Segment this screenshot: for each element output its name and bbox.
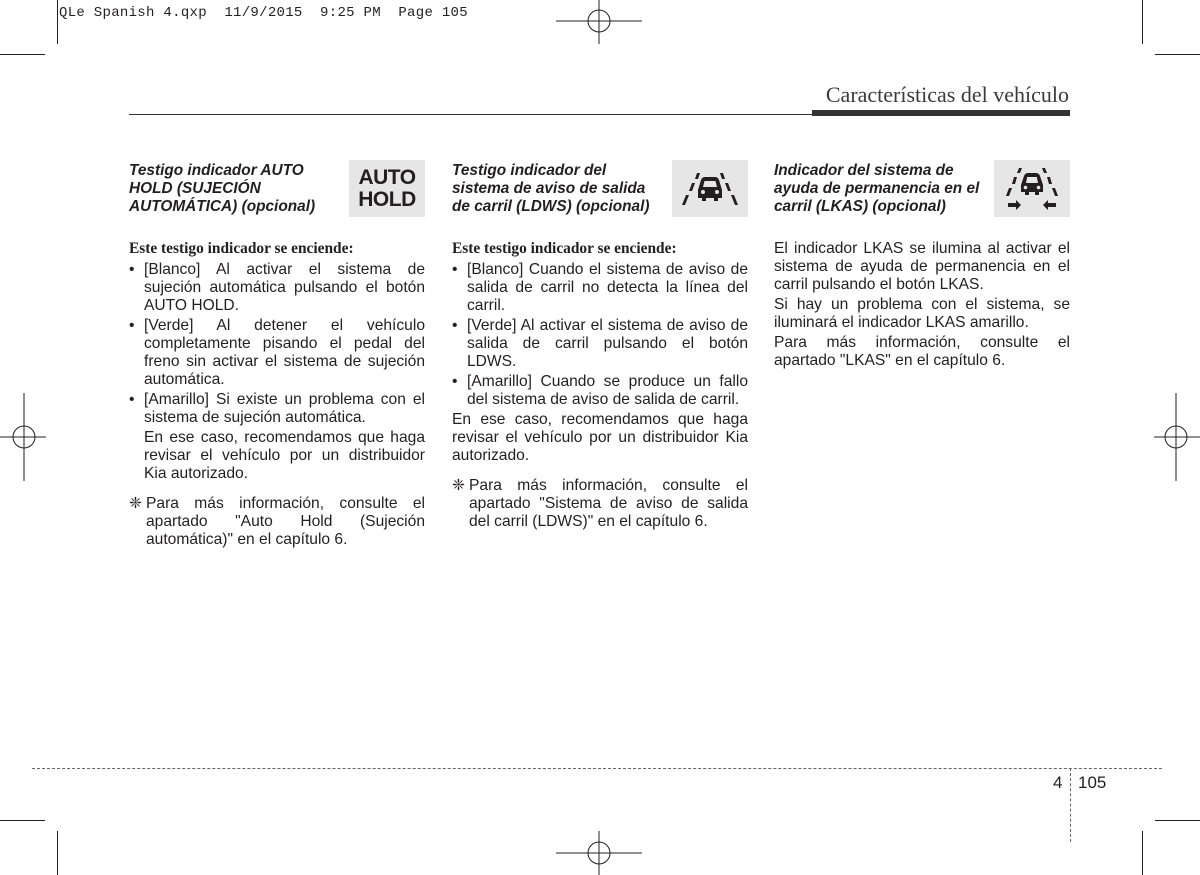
note-text: Para más información, consulte el apartado "Sistema de aviso de salida del carril (LDWS)" en el capítulo 6.: [469, 477, 748, 530]
lkas-title: Indicador del sistema de ayuda de permanencia en el carril (LKAS) (opcional): [774, 162, 980, 215]
list-item: • [Blanco] Al activar el sistema de sujeción automática pulsando el botón AUTO HOLD.: [129, 261, 425, 315]
ldws-title: Testigo indicador del sistema de aviso de salida de carril (LDWS) (opcional): [452, 162, 650, 215]
list-item: • [Amarillo] Cuando se produce un fallo del sistema de aviso de salida de carril.: [452, 373, 748, 409]
ldws-lane-car-icon: [672, 160, 748, 217]
note-symbol-icon: ❈: [129, 495, 143, 512]
section-title: Características del vehículo: [825, 82, 1069, 107]
list-item: • [Blanco] Cuando el sistema de aviso de salida de carril no detecta la línea del carril.: [452, 261, 748, 315]
auto-hold-icon-text-1: AUTO: [358, 165, 416, 189]
ldws-advice: En ese caso, recomendamos que haga revisar el vehículo por un distribuidor Kia autorizado.: [452, 411, 748, 464]
list-item: • [Verde] Al activar el sistema de aviso de salida de carril pulsando el botón LDWS.: [452, 317, 748, 371]
auto-hold-title: Testigo indicador AUTO HOLD (SUJECIÓN AUTOMÁTICA) (opcional): [129, 162, 316, 215]
list-item: • [Amarillo] Si existe un problema con el sistema de sujeción automática.: [129, 391, 425, 427]
note-text: Para más información, consulte el apartado "Auto Hold (Sujeción automática)" en el capítulo 6.: [146, 495, 425, 548]
auto-hold-subheading: Este testigo indicador se enciende:: [129, 240, 354, 257]
auto-hold-icon: [349, 160, 425, 217]
header-rule: [129, 114, 812, 115]
column-auto-hold: [129, 160, 425, 549]
chapter-number: 4: [1053, 773, 1063, 792]
column-lkas: [774, 160, 1070, 372]
lkas-paragraph: El indicador LKAS se ilumina al activar el sistema de ayuda de permanencia en el carril pulsando el botón LKAS.: [774, 240, 1070, 293]
list-item: • [Verde] Al detener el vehículo completamente pisando el pedal del freno sin activar el sistema de sujeción automática.: [129, 317, 425, 389]
header-rule-thick: [812, 110, 1070, 116]
lkas-paragraph: Si hay un problema con el sistema, se iluminará el indicador LKAS amarillo.: [774, 296, 1070, 331]
footer-dashed-divider: [1070, 768, 1071, 842]
ldws-bullets: [452, 261, 748, 409]
lkas-paragraph: Para más información, consulte el apartado "LKAS" en el capítulo 6.: [774, 334, 1070, 369]
footer-dashed-rule: [32, 768, 1162, 769]
print-slug: QLe Spanish 4.qxp 11/9/2015 9:25 PM Page 105: [59, 5, 468, 21]
ldws-subheading: Este testigo indicador se enciende:: [452, 240, 677, 257]
note-symbol-icon: ❈: [452, 477, 466, 494]
auto-hold-advice: En ese caso, recomendamos que haga revisar el vehículo por un distribuidor Kia autorizado.: [144, 429, 425, 482]
auto-hold-icon-text-2: HOLD: [358, 187, 416, 211]
auto-hold-note: [129, 495, 425, 549]
ldws-note: [452, 477, 748, 531]
lkas-lane-keeping-icon: [994, 160, 1070, 217]
page-number: 105: [1078, 773, 1107, 792]
column-ldws: [452, 160, 748, 531]
auto-hold-bullets: [129, 261, 425, 427]
